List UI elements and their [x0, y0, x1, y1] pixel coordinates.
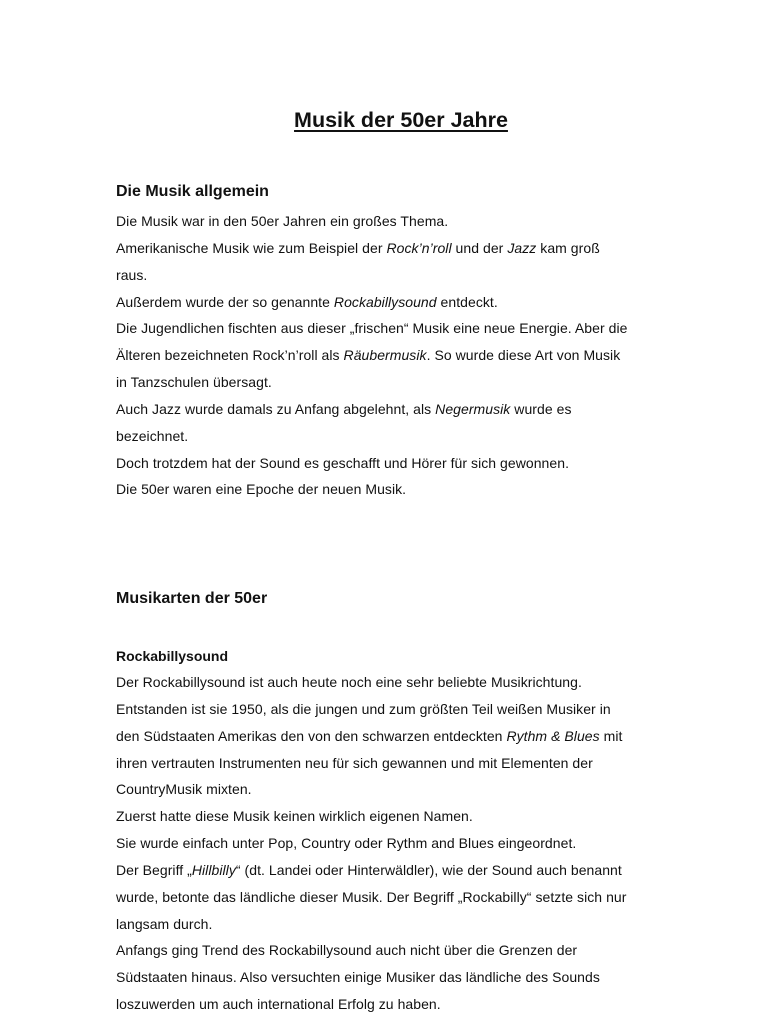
text-line: Zuerst hatte diese Musik keinen wirklich eigenen Namen. [116, 808, 473, 825]
emphasis-text: Räubermusik [343, 347, 427, 364]
section-body-rockabillysound [116, 669, 686, 1018]
emphasis-text: Hillbilly [191, 861, 236, 878]
text-line: raus. [116, 266, 148, 283]
subheading-rockabillysound: Rockabillysound [116, 648, 229, 664]
text-line: CountryMusik mixten. [116, 781, 252, 798]
emphasis-text: Jazz [507, 239, 537, 256]
text-line: Der Rockabillysound ist auch heute noch eine sehr beliebte Musikrichtung. [116, 674, 582, 690]
text-line: Anfangs ging Trend des Rockabillysound auch nicht über die Grenzen der [116, 942, 578, 959]
text-line: Älteren bezeichneten Rock’n’roll als Räubermusik. So wurde diese Art von Musik [116, 347, 621, 364]
text-line: loszuwerden um auch international Erfolg zu haben. [116, 996, 441, 1013]
section-heading-musik-allgemein: Die Musik allgemein [116, 183, 269, 200]
text-line: langsam durch. [116, 915, 213, 932]
emphasis-text: Rockabillysound [333, 293, 437, 310]
text-line: Doch trotzdem hat der Sound es geschafft und Hörer für sich gewonnen. [116, 454, 570, 471]
section-body-musik-allgemein [116, 208, 686, 503]
emphasis-text: Negermusik [435, 400, 511, 417]
text-line: Entstanden ist sie 1950, als die jungen und zum größten Teil weißen Musiker in [116, 700, 611, 717]
section-heading-musikarten: Musikarten der 50er [116, 590, 268, 607]
text-line: bezeichnet. [116, 427, 189, 444]
text-line: Amerikanische Musik wie zum Beispiel der Rock’n’roll und der Jazz kam groß [116, 239, 600, 256]
text-line: Die 50er waren eine Epoche der neuen Musik. [116, 481, 407, 498]
text-line: ihren vertrauten Instrumenten neu für sich gewannen und mit Elementen der [116, 754, 593, 771]
text-line: Sie wurde einfach unter Pop, Country oder Rythm and Blues eingeordnet. [116, 835, 577, 852]
emphasis-text: Rock’n’roll [386, 239, 452, 256]
page-title: Musik der 50er Jahre [294, 108, 508, 132]
text-line: wurde, betonte das ländliche dieser Musik. Der Begriff „Rockabilly“ setzte sich nur [116, 888, 627, 905]
text-line: Die Musik war in den 50er Jahren ein großes Thema. [116, 213, 449, 229]
text-line: Auch Jazz wurde damals zu Anfang abgelehnt, als Negermusik wurde es [116, 400, 572, 417]
text-line: Außerdem wurde der so genannte Rockabillysound entdeckt. [116, 293, 498, 310]
text-line: Der Begriff „Hillbilly“ (dt. Landei oder Hinterwäldler), wie der Sound auch benannt [116, 861, 622, 878]
text-line: den Südstaaten Amerikas den von den schwarzen entdeckten Rythm & Blues mit [116, 727, 623, 744]
text-line: Die Jugendlichen fischten aus dieser „frischen“ Musik eine neue Energie. Aber die [116, 320, 628, 337]
text-line: in Tanzschulen übersagt. [116, 374, 272, 391]
text-line: Südstaaten hinaus. Also versuchten einige Musiker das ländliche des Sounds [116, 969, 600, 986]
emphasis-text: Rythm & Blues [506, 727, 600, 744]
